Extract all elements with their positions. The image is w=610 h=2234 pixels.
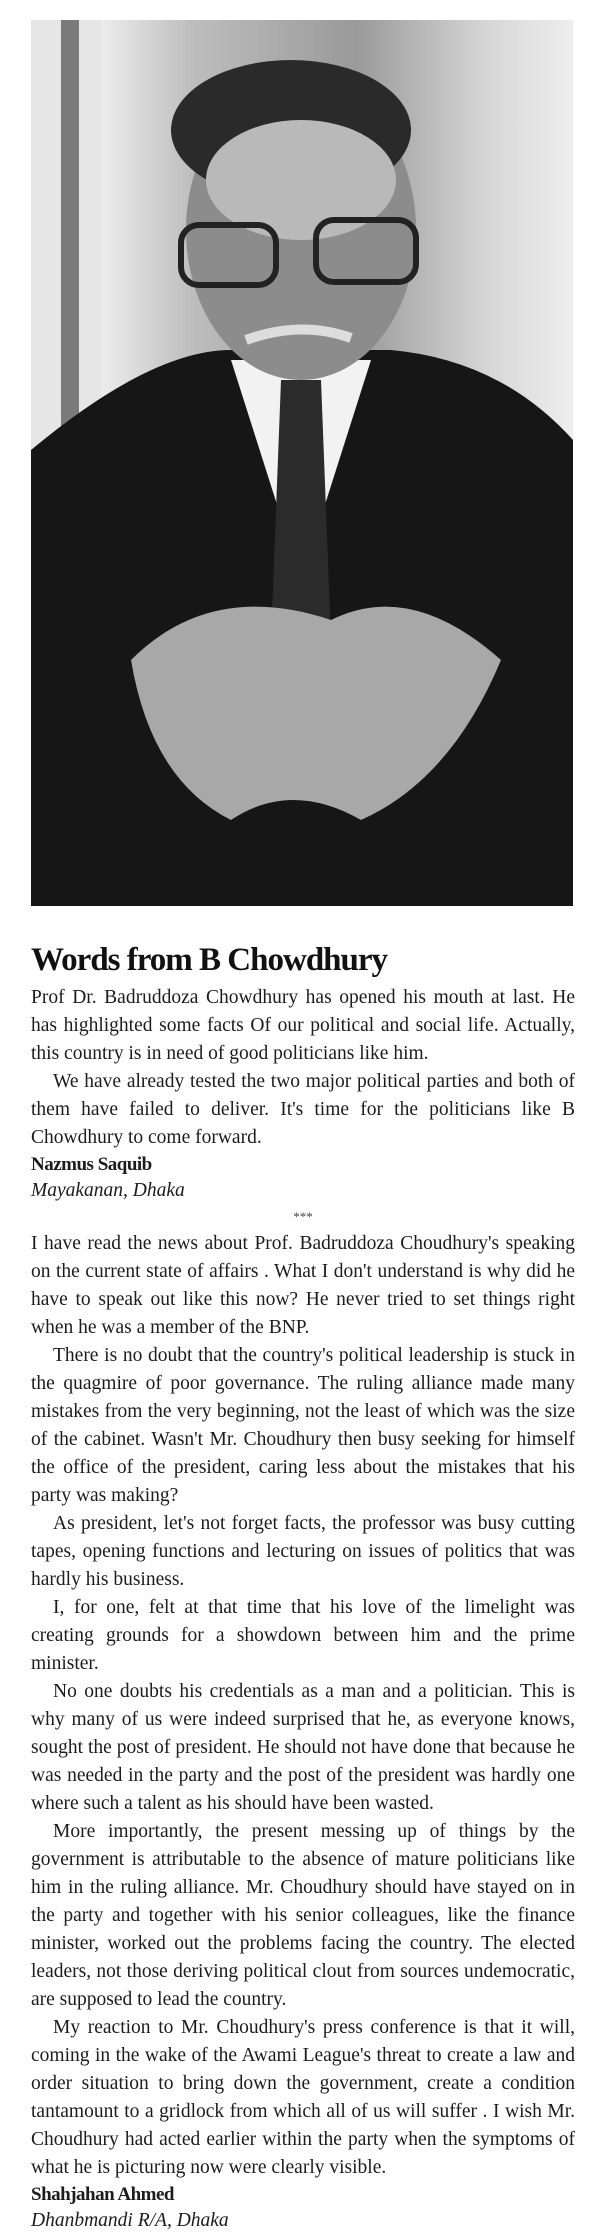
author-location: Dhanbmandi R/A, Dhaka	[31, 2210, 229, 2231]
letter-1	[31, 984, 575, 1204]
article-title: Words from B Chowdhury	[31, 942, 388, 978]
author-name: Nazmus Saquib	[31, 1154, 152, 1175]
author-name: Shahjahan Ahmed	[31, 2184, 174, 2205]
letter-paragraph: My reaction to Mr. Choudhury's press conference is that it will, coming in the wake of the Awami League's threat to create a law and order situation to bring down the government, create a condition tantamount to a gridlock from which all of us will suffer . I wish Mr. Choudhury had acted earlier within the party when the symptoms of what he is picturing now were clearly visible.	[31, 2017, 575, 2178]
letter-paragraph: Prof Dr. Badruddoza Chowdhury has opened his mouth at last. He has highlighted some facts Of our political and social life. Actually, this country is in need of good politicians like him.	[31, 987, 575, 1064]
letter-paragraph: More importantly, the present messing up of things by the government is attributable to the absence of mature politicians like him in the ruling alliance. Mr. Choudhury should have stayed on in the party and together with his senior colleagues, like the finance minister, worked out the problems facing the country. The elected leaders, not those deriving political clout from sources undemocratic, are supposed to lead the country.	[31, 1821, 575, 2010]
letter-paragraph: There is no doubt that the country's political leadership is stuck in the quagmire of poor governance. The ruling alliance made many mistakes from the very beginning, not the least of which was the size of the cabinet. Wasn't Mr. Choudhury then busy seeking for himself the office of the president, caring less about the mistakes that his party was making?	[31, 1345, 575, 1506]
letters-article	[31, 940, 575, 2234]
letter-paragraph: I, for one, felt at that time that his love of the limelight was creating grounds for a showdown between him and the prime minister.	[31, 1597, 575, 1674]
separator: ***	[293, 1209, 313, 1224]
letter-paragraph: We have already tested the two major political parties and both of them have failed to deliver. It's time for the politicians like B Chowdhury to come forward.	[31, 1071, 575, 1148]
letter-paragraph: As president, let's not forget facts, the professor was busy cutting tapes, opening functions and lecturing on issues of politics that was hardly his business.	[31, 1513, 575, 1590]
letter-paragraph: No one doubts his credentials as a man and a politician. This is why many of us were indeed surprised that he, as everyone knows, sought the post of president. He should not have done that because he was needed in the party and the post of the president was hardly one where such a talent as his should have been wasted.	[31, 1681, 575, 1814]
author-location: Mayakanan, Dhaka	[31, 1180, 185, 1201]
letter-2	[31, 1230, 575, 2234]
letter-paragraph: I have read the news about Prof. Badruddoza Choudhury's speaking on the current state of affairs . What I don't understand is why did he have to speak out like this now? He never tried to set things right when he was a member of the BNP.	[31, 1233, 575, 1338]
portrait-photo	[31, 20, 573, 906]
